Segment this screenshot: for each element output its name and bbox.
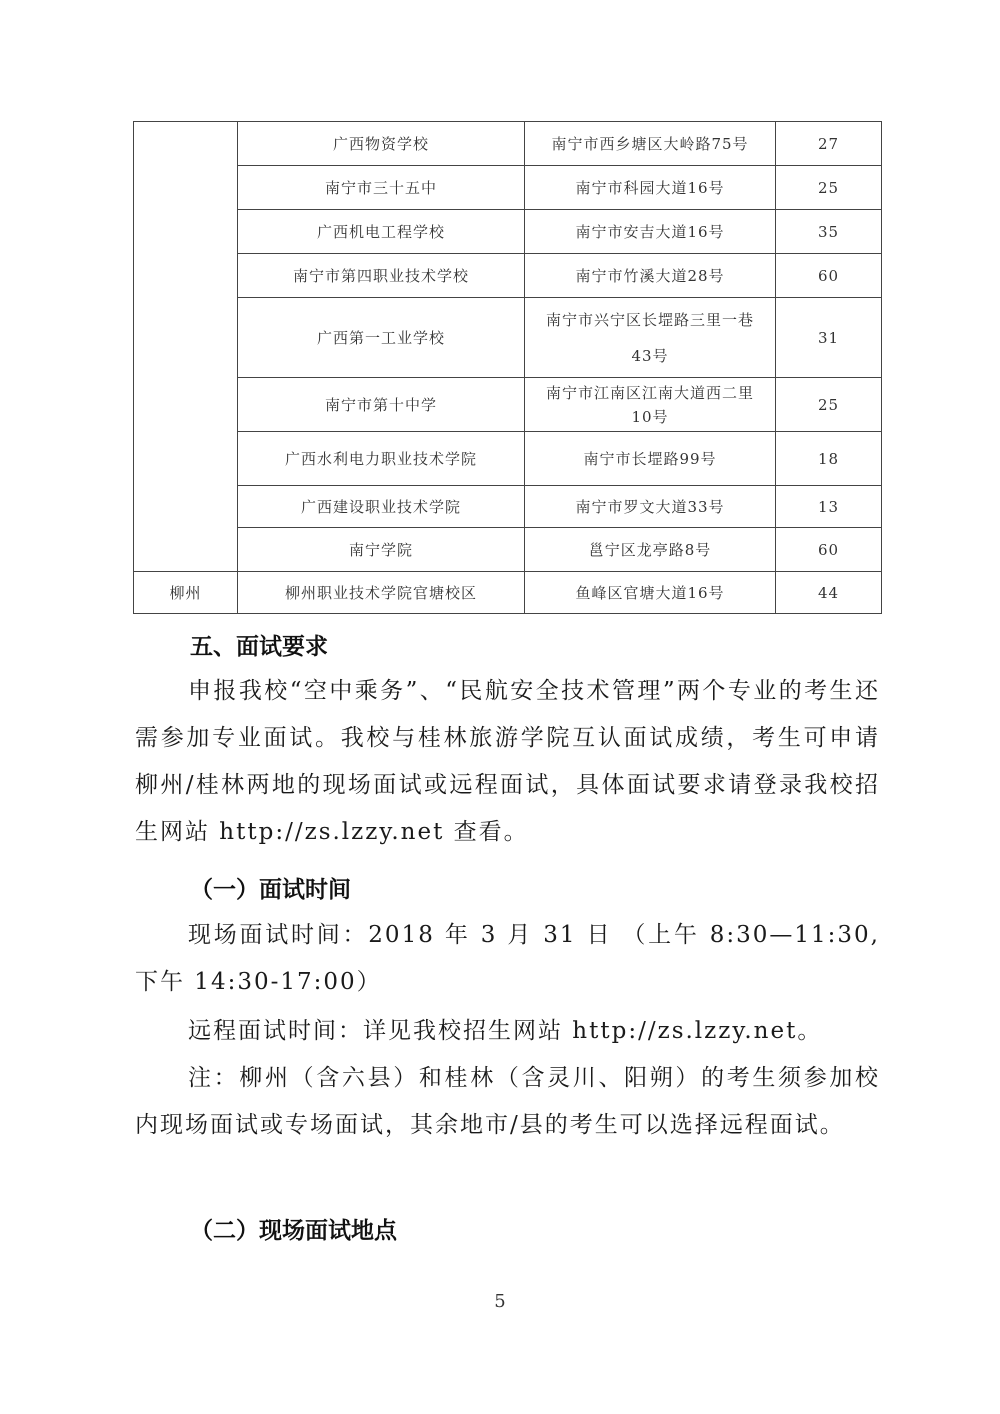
page-number: 5 <box>494 1291 506 1312</box>
subsection-heading: （二）现场面试地点 <box>190 1218 397 1244</box>
address-cell: 南宁市竹溪大道28号 <box>525 254 776 298</box>
table-row <box>134 210 882 254</box>
address-cell: 南宁市西乡塘区大岭路75号 <box>525 122 776 166</box>
school-name-cell: 广西机电工程学校 <box>238 210 525 254</box>
count-cell: 25 <box>776 378 882 432</box>
onsite-time-paragraph: 现场面试时间：2018 年 3 月 31 日 （上午 8:30—11:30,下午 14:30-17:00） <box>135 922 880 995</box>
region-cell: 柳州 <box>134 572 238 614</box>
address-line: 南宁市兴宁区长堽路三里一巷 <box>545 310 754 329</box>
school-name-cell: 南宁学院 <box>238 528 525 572</box>
region-cell <box>134 122 238 572</box>
count-cell: 60 <box>776 528 882 572</box>
count-cell: 27 <box>776 122 882 166</box>
table-row <box>134 378 882 432</box>
school-name-cell: 南宁市三十五中 <box>238 166 525 210</box>
address-line: 南宁市江南区江南大道西二里 <box>545 383 754 402</box>
table-row <box>134 298 882 378</box>
school-name-cell: 南宁市第十中学 <box>238 378 525 432</box>
table-row <box>134 254 882 298</box>
count-cell: 18 <box>776 432 882 486</box>
count-cell: 31 <box>776 298 882 378</box>
remote-time-paragraph: 远程面试时间：详见我校招生网站 http://zs.lzzy.net。 <box>188 1018 823 1044</box>
address-cell: 南宁市长堽路99号 <box>525 432 776 486</box>
table-row <box>134 528 882 572</box>
address-line: 43号 <box>631 346 669 365</box>
count-cell: 35 <box>776 210 882 254</box>
school-name-cell: 广西水利电力职业技术学院 <box>238 432 525 486</box>
school-name-cell: 广西建设职业技术学院 <box>238 486 525 528</box>
section-heading: 五、面试要求 <box>190 634 328 660</box>
address-cell: 南宁市罗文大道33号 <box>525 486 776 528</box>
school-name-cell: 广西物资学校 <box>238 122 525 166</box>
section-intro-paragraph: 申报我校“空中乘务”、“民航安全技术管理”两个专业的考生还需参加专业面试。我校与桂林旅游学院互认面试成绩，考生可申请柳州/桂林两地的现场面试或远程面试，具体面试要求请登录我校招生网站 http://zs.lzzy.net 查看。 <box>135 678 880 845</box>
table-row <box>134 122 882 166</box>
count-cell: 25 <box>776 166 882 210</box>
table-row <box>134 486 882 528</box>
address-cell: 鱼峰区官塘大道16号 <box>525 572 776 614</box>
count-cell: 13 <box>776 486 882 528</box>
table-row <box>134 166 882 210</box>
subsection-heading: （一）面试时间 <box>190 877 351 903</box>
count-cell: 44 <box>776 572 882 614</box>
address-line: 10号 <box>631 407 669 426</box>
table-row <box>134 432 882 486</box>
table-row <box>134 572 882 614</box>
school-name-cell: 南宁市第四职业技术学校 <box>238 254 525 298</box>
address-cell <box>525 378 776 432</box>
interview-venue-table <box>133 121 882 614</box>
address-cell: 南宁市科园大道16号 <box>525 166 776 210</box>
count-cell: 60 <box>776 254 882 298</box>
address-cell: 邕宁区龙亭路8号 <box>525 528 776 572</box>
address-cell <box>525 298 776 378</box>
school-name-cell: 广西第一工业学校 <box>238 298 525 378</box>
note-paragraph: 注：柳州（含六县）和桂林（含灵川、阳朔）的考生须参加校内现场面试或专场面试，其余地市/县的考生可以选择远程面试。 <box>135 1065 880 1138</box>
address-cell: 南宁市安吉大道16号 <box>525 210 776 254</box>
school-name-cell: 柳州职业技术学院官塘校区 <box>238 572 525 614</box>
